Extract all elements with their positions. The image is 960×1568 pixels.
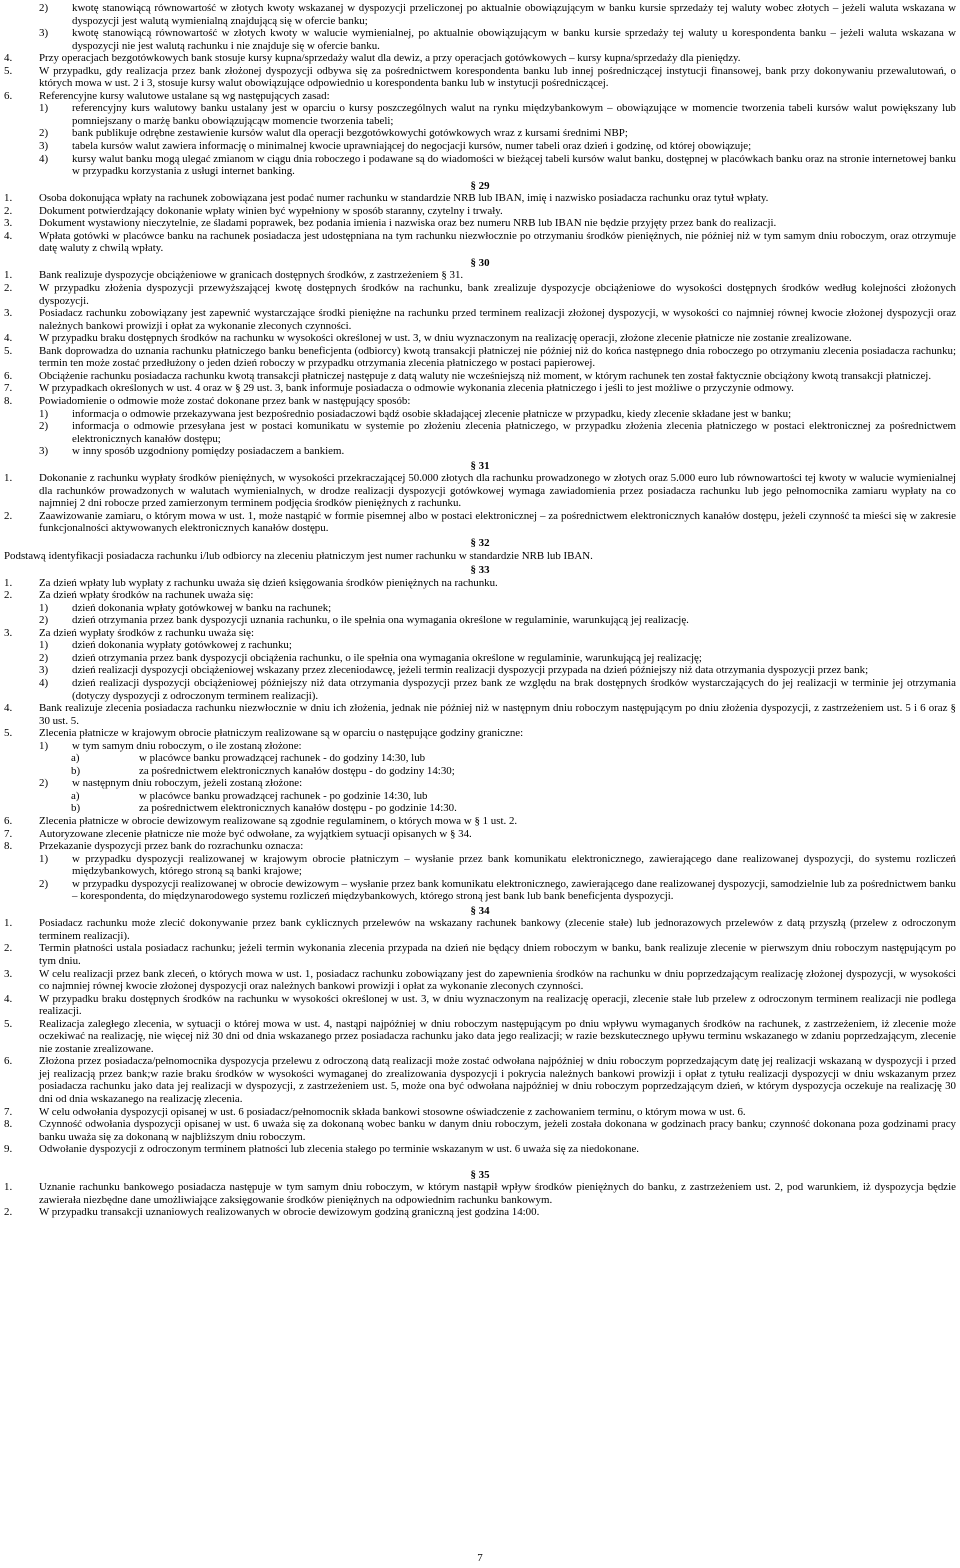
item-text: Posiadacz rachunku może zlecić dokonywanie przez bank cyklicznych przelewów na wskazany rachunek bankowy (zlecenie stałe) lub jednorazowych przelewów z datą przyszłą (przelew z odroczonym terminem realizacji).	[39, 917, 956, 942]
item-text: dzień otrzymania przez bank dyspozycji uznania rachunku, o ile spełnia ona wymagania określone w regulaminie, warunkującą jej realizację.	[72, 614, 689, 627]
item-number: 7.	[4, 382, 13, 395]
item-number: 6.	[4, 89, 13, 102]
item-text: bank publikuje odrębne zestawienie kursów walut dla operacji bezgotówkowychi gotówkowych wraz z kursami średnimi NBP;	[72, 127, 628, 140]
item-number: 3.	[4, 967, 13, 980]
item-text: dzień dokonania wypłaty gotówkowej z rachunku;	[72, 639, 292, 652]
section-heading: § 34	[470, 904, 490, 917]
item-number: 5.	[4, 727, 13, 740]
list-item	[4, 652, 956, 665]
numbered-paragraph	[4, 815, 956, 828]
item-number: 2.	[4, 204, 13, 217]
item-number: 8.	[4, 394, 13, 407]
numbered-paragraph	[4, 577, 956, 590]
item-number: 2.	[4, 282, 13, 295]
item-text: W przypadku, gdy realizacja przez bank złożonej dyspozycji odbywa się za pośrednictwem korespondenta banku lub innej pośredniczącej instytucji finansowej, bank przy dokonywaniu przewalutowań, o których mowa w ust. 2 i 3, stosuje kursy walut obowiązujące odpowiednio u korespondenta banku lub w instytucji pośredniczącej.	[39, 64, 956, 90]
item-number: 1)	[39, 102, 49, 115]
item-text: Za dzień wpłaty lub wypłaty z rachunku uważa się dzień księgowania środków pieniężnych na rachunku.	[39, 576, 498, 589]
item-number: 1)	[39, 407, 49, 420]
item-text: Obciążenie rachunku posiadacza rachunku kwotą transakcji płatniczej następuje z datą waluty nie wcześniejszą niż moment, w którym rachunek ten został faktycznie obciążony kwotą transakcji płatniczej.	[39, 369, 932, 382]
item-number: 3)	[39, 664, 49, 677]
paragraph: Podstawą identyfikacji posiadacza rachunku i/lub odbiorcy na zleceniu płatniczym jest numer rachunku w standardzie NRB lub IBAN.	[4, 549, 593, 562]
numbered-paragraph	[4, 589, 956, 602]
section-heading: § 32	[470, 536, 490, 549]
list-item	[4, 639, 956, 652]
numbered-paragraph	[4, 510, 956, 535]
item-number: 2.	[4, 942, 13, 955]
item-text: Dokument potwierdzający dokonanie wpłaty winien być wypełniony w sposób staranny, czytelny i trwały.	[39, 204, 503, 217]
item-number: 1)	[39, 601, 49, 614]
item-text: Realizacja zaległego zlecenia, w sytuacji o której mowa w ust. 4, nastąpi najpóźniej w dniu roboczym następującym po dniu wpływu wymaganych środków na rachunek, z zastrzeżeniem, iż zlecenie może oczekiwać na realizację, nie więcej niż 30 dni od dnia wskazanego przez posiadacza rachunku jako data jego realizacji; w razie bezskutecznego upływu terminu wskazanego w zdaniu poprzedzającym, zlecenie nie zostanie zrealizowane.	[39, 1017, 956, 1055]
item-text: za pośrednictwem elektronicznych kanałów dostępu - do godziny 14:30;	[139, 764, 455, 777]
numbered-paragraph	[4, 217, 956, 230]
numbered-paragraph	[4, 1206, 956, 1219]
item-text: kwotę stanowiącą równowartość w złotych kwoty wskazanej w dyspozycji przeliczonej po aktualnie obowiązującym w banku kursie sprzedaży tej waluty wobec złotych – jeżeli waluta wskazana w dyspozycji jest walutą wymienialną znajdującą się w ofercie banku;	[72, 2, 956, 27]
item-number: 2.	[4, 509, 13, 522]
numbered-paragraph	[4, 52, 956, 65]
item-number: 3)	[39, 445, 49, 458]
list-item	[4, 445, 956, 458]
item-text: za pośrednictwem elektronicznych kanałów dostępu - po godzinie 14:30.	[139, 802, 457, 815]
item-number: 7.	[4, 827, 13, 840]
list-item	[4, 408, 956, 421]
item-number: 2)	[39, 614, 49, 627]
item-text: W przypadku transakcji uznaniowych realizowanych w obrocie dewizowym godziną graniczną jest godzina 14:00.	[39, 1206, 540, 1219]
section-heading: § 31	[470, 459, 490, 472]
item-text: Złożona przez posiadacza/pełnomocnika dyspozycja przelewu z odroczoną datą realizacji może zostać odwołana najpóźniej w dniu roboczym poprzedzającym datę jej realizacji wskazaną w dyspozycji i przed jej realizacją przez bank;w razie braku środków w wysokości wymaganej do zrealizowania dyspozycji i pokrycia należnych bankowi prowizji i opłat z tytułu realizacji dyspozycji w dniu wskazanym przez posiadacza rachunku jako data jej realizacji w dyspozycji, z zastrzeżeniem ust. 5, może ona być odwołana najpóźniej w dniu roboczym poprzedzającym dzień, w którym dyspozycja oczekuje na realizację 30 dni od dnia wskazanego na realizację zlecenia.	[39, 1055, 956, 1106]
item-text: Posiadacz rachunku zobowiązany jest zapewnić wystarczające środki pieniężne na rachunku przed terminem realizacji złożonej dyspozycji, w wysokości co najmniej równej kwocie złożonej dyspozycji oraz należnych bankowi prowizji i opłat za wykonanie zleconych czynności.	[39, 307, 956, 332]
item-text: kwotę stanowiącą równowartość w złotych kwoty w walucie wymienialnej, po aktualnie obowiązującym w banku kursie sprzedaży tej waluty u korespondenta banku – jeżeli waluta wskazana w dyspozycji nie jest walutą rachunku i nie znajduje się w ofercie banku.	[72, 27, 956, 52]
numbered-paragraph	[4, 828, 956, 841]
item-number: 4.	[4, 229, 13, 242]
item-number: 2)	[39, 420, 49, 433]
item-number: 3)	[39, 140, 49, 153]
numbered-paragraph	[4, 307, 956, 332]
item-number: 4.	[4, 992, 13, 1005]
item-number: 1.	[4, 472, 13, 485]
section-heading: § 35	[470, 1168, 490, 1181]
item-text: W celu odwołania dyspozycji opisanej w ust. 6 posiadacz/pełnomocnik składa bankowi stosowne oświadczenie z zachowaniem terminu, o którym mowa w ust. 6.	[39, 1105, 746, 1118]
list-item	[4, 102, 956, 127]
numbered-paragraph	[4, 840, 956, 853]
item-text: W celu realizacji przez bank zleceń, o których mowa w ust. 1, posiadacz rachunku zobowiązany jest do zapewnienia środków na rachunku w dniu poprzedzającym realizację złożonej dyspozycji, w wysokości co najmniej równej kwocie złożonej dyspozycji oraz należnych bankowi prowizji i opłat za wykonanie zleconych czynności.	[39, 967, 956, 993]
item-number: 6.	[4, 1055, 13, 1068]
item-text: W przypadku złożenia dyspozycji przewyższającej kwotę dostępnych środków na rachunku, bank zrealizuje dyspozycje obciążeniowe do wysokości dostępnych środków według kolejności złożonych dyspozycji.	[39, 282, 956, 307]
sub-list-item	[4, 752, 956, 765]
item-number: 3.	[4, 626, 13, 639]
item-text: Za dzień wypłaty środków z rachunku uważa się:	[39, 626, 255, 639]
numbered-paragraph	[4, 192, 956, 205]
section-heading: § 33	[470, 564, 490, 577]
sub-list-item	[4, 765, 956, 778]
item-text: Zlecenia płatnicze w obrocie dewizowym realizowane są zgodnie regulaminem, o których mowa w § 1 ust. 2.	[39, 815, 518, 827]
item-number: 8.	[4, 1118, 13, 1131]
list-item	[4, 27, 956, 52]
item-number: 7.	[4, 1105, 13, 1118]
item-text: Uznanie rachunku bankowego posiadacza następuje w tym samym dniu roboczym, w którym nastąpił wpływ środków pieniężnych do banku, z zastrzeżeniem ust. 2, pod warunkiem, iż dyspozycja będzie zawierała niezbędne dane umożliwiające zaksięgowanie środków pieniężnych na odpowiednim rachunku bankowym.	[39, 1181, 956, 1206]
item-text: Za dzień wpłaty środków na rachunek uważa się:	[39, 589, 254, 602]
numbered-paragraph	[4, 627, 956, 640]
item-text: Dokument wystawiony nieczytelnie, ze śladami poprawek, bez podania imienia i nazwiska oraz bez numeru NRB lub IBAN nie będzie przyjęty przez bank do realizacji.	[39, 217, 777, 230]
item-number: 4.	[4, 332, 13, 345]
item-text: Wpłata gotówki w placówce banku na rachunek posiadacza jest udostępniana na tym rachunku niezwłocznie po otrzymaniu środków pieniężnych, nie później niż w tym samym dniu roboczym, oraz otrzymuje datę waluty z chwilą wpłaty.	[39, 229, 956, 255]
numbered-paragraph	[4, 968, 956, 993]
list-item	[4, 664, 956, 677]
item-number: 3)	[39, 27, 49, 40]
numbered-paragraph	[4, 1106, 956, 1119]
section-heading: § 29	[470, 179, 490, 192]
item-number: 9.	[4, 1143, 13, 1156]
numbered-paragraph	[4, 702, 956, 727]
sub-list-item	[4, 802, 956, 815]
numbered-paragraph	[4, 942, 956, 967]
numbered-paragraph	[4, 269, 956, 282]
item-text: W przypadkach określonych w ust. 4 oraz w § 29 ust. 3, bank informuje posiadacza o odmowie wykonania zlecenia płatniczego i jeśli to jest możliwe o przyczynie odmowy.	[39, 382, 794, 395]
numbered-paragraph	[4, 65, 956, 90]
item-number: 5.	[4, 64, 13, 77]
document-body	[4, 2, 956, 1219]
item-number: a)	[71, 752, 80, 765]
item-text: Termin płatności ustala posiadacz rachunku; jeżeli termin wykonania zlecenia przypada na dzień nie będący dniem roboczym w banku, bank realizuje zlecenie w pierwszym dniu roboczym następującym po tym dniu.	[39, 942, 956, 968]
list-item	[4, 2, 956, 27]
item-text: dzień realizacji dyspozycji obciążeniowej wskazany przez zleceniodawcę, jeżeli termin realizacji dyspozycji przypada na dzień późniejszy niż data otrzymania dyspozycji przez bank;	[72, 664, 869, 677]
item-number: b)	[71, 764, 81, 777]
list-item	[4, 140, 956, 153]
list-item	[4, 420, 956, 445]
item-text: Odwołanie dyspozycji z odroczonym terminem płatności lub zlecenia stałego po terminie wskazanym w ust. 6 uważa się za niedokonane.	[39, 1143, 640, 1156]
item-number: 4)	[39, 152, 49, 165]
item-text: Czynność odwołania dyspozycji opisanej w ust. 6 uważa się za dokonaną wobec banku w danym dniu roboczym, jeżeli została dokonana w godzinach pracy banku; czynność dokonana poza godzinami pracy banku uważa się za dokonaną w najbliższym dniu roboczym.	[39, 1118, 956, 1143]
item-text: informacja o odmowie przesyłana jest w postaci komunikatu w systemie po złożeniu zlecenia płatniczego, w przypadku złożenia zlecenia płatniczego w postaci elektronicznej za pośrednictwem elektronicznych kanałów dostępu;	[72, 420, 956, 445]
item-text: w przypadku dyspozycji realizowanej w krajowym obrocie płatniczym – wysłanie przez bank komunikatu elektronicznego, zawierającego dane realizowanej dyspozycji, do systemu rozliczeń międzybankowych, którego stroną są banki krajowe;	[72, 852, 956, 878]
item-text: dzień realizacji dyspozycji obciążeniowej późniejszy niż data otrzymania dyspozycji przez bank ze względu na brak dostępnych środków wystarczających do jej realizacji w terminie jej otrzymania (dotyczy dyspozycji z odroczonym terminem realizacji).	[72, 676, 956, 702]
item-text: Referencyjne kursy walutowe ustalane są wg następujących zasad:	[39, 89, 330, 102]
item-number: b)	[71, 802, 81, 815]
item-number: 1.	[4, 917, 13, 930]
item-text: w tym samym dniu roboczym, o ile zostaną złożone:	[72, 739, 302, 752]
item-text: Powiadomienie o odmowie może zostać dokonane przez bank w następujący sposób:	[39, 394, 411, 407]
numbered-paragraph	[4, 90, 956, 103]
section-heading: § 30	[470, 256, 490, 269]
sub-list-item	[4, 790, 956, 803]
list-item	[4, 127, 956, 140]
item-number: 1.	[4, 192, 13, 205]
item-number: 5.	[4, 1017, 13, 1030]
numbered-paragraph	[4, 332, 956, 345]
list-item	[4, 740, 956, 753]
numbered-paragraph	[4, 993, 956, 1018]
item-number: 6.	[4, 369, 13, 382]
item-number: 1)	[39, 852, 49, 865]
list-item	[4, 777, 956, 790]
numbered-paragraph	[4, 1055, 956, 1105]
item-text: w placówce banku prowadzącej rachunek - po godzinie 14:30, lub	[139, 789, 428, 802]
numbered-paragraph	[4, 1118, 956, 1143]
item-text: Autoryzowane zlecenie płatnicze nie może być odwołane, za wyjątkiem sytuacji opisanych w § 34.	[39, 827, 472, 840]
numbered-paragraph	[4, 205, 956, 218]
numbered-paragraph	[4, 1143, 956, 1156]
item-number: 2)	[39, 127, 49, 140]
item-text: informacja o odmowie przekazywana jest bezpośrednio posiadaczowi bądź osobie składającej zlecenie płatnicze w przypadku, kiedy zlecenie składane jest w banku;	[72, 407, 792, 420]
list-item	[4, 614, 956, 627]
item-text: kursy walut banku mogą ulegać zmianom w ciągu dnia roboczego i podawane są do wiadomości w bieżącej tabeli kursów walut banku, dostępnej w placówkach banku oraz na stronie internetowej banku w przypadku korzystania z usługi internet banking.	[72, 152, 956, 178]
item-number: 4.	[4, 702, 13, 715]
numbered-paragraph	[4, 1181, 956, 1206]
item-number: 1.	[4, 269, 13, 282]
item-text: Zaawizowanie zamiaru, o którym mowa w ust. 1, może nastąpić w formie pisemnej albo w postaci elektronicznej – za pośrednictwem elektronicznych kanałów dostępu, jeżeli czynność ta mieści się w zakresie funkcjonalności aktywowanych elektronicznych kanałów dostępu.	[39, 509, 956, 535]
item-number: 2)	[39, 2, 49, 14]
item-number: 4.	[4, 52, 13, 65]
item-text: W przypadku braku dostępnych środków na rachunku w wysokości określonej w ust. 3, w dniu wyznaczonym na realizację operacji, złożone zlecenie płatnicze nie zostanie zrealizowane.	[39, 332, 852, 345]
item-text: W przypadku braku dostępnych środków na rachunku w wysokości określonej w ust. 3, w dniu wyznaczonym na realizację operacji, zlecenie stałe lub przelew z odroczonym terminem realizacji nie podlega realizacji.	[39, 992, 956, 1018]
item-number: 2.	[4, 1206, 13, 1219]
item-number: 3.	[4, 217, 13, 230]
item-text: Bank realizuje dyspozycje obciążeniowe w granicach dostępnych środków, z zastrzeżeniem § 31.	[39, 269, 464, 282]
item-number: 1)	[39, 639, 49, 652]
list-item	[4, 602, 956, 615]
list-item	[4, 878, 956, 903]
item-text: w przypadku dyspozycji realizowanej w obrocie dewizowym – wysłanie przez bank komunikatu elektronicznego, zawierającego dane realizowanej dyspozycji, samodzielnie lub za pośrednictwem banku – korespondenta, do międzynarodowego systemu rozliczeń międzybankowych, którego stroną jest bank lub bank beneficjenta dyspozycji.	[72, 877, 956, 903]
item-text: tabela kursów walut zawiera informację o minimalnej kwocie uprawniającej do negocjacji kursów, numer tabeli oraz dzień i godzinę, od której obowiązuje;	[72, 140, 752, 153]
numbered-paragraph	[4, 382, 956, 395]
numbered-paragraph	[4, 370, 956, 383]
item-number: 5.	[4, 344, 13, 357]
item-text: dzień dokonania wpłaty gotówkowej w banku na rachunek;	[72, 601, 332, 614]
item-number: 2.	[4, 589, 13, 602]
item-text: w inny sposób uzgodniony pomiędzy posiadaczem a bankiem.	[72, 445, 345, 458]
list-item	[4, 153, 956, 178]
item-number: 2)	[39, 777, 49, 790]
numbered-paragraph	[4, 1018, 956, 1056]
item-text: w placówce banku prowadzącej rachunek - do godziny 14:30, lub	[139, 752, 426, 765]
item-text: dzień otrzymania przez bank dyspozycji obciążenia rachunku, o ile spełnia ona wymagania określone w regulaminie, warunkującą jej realizację;	[72, 651, 702, 664]
numbered-paragraph	[4, 917, 956, 942]
item-text: Bank doprowadza do uznania rachunku płatniczego banku beneficjenta (odbiorcy) kwotą transakcji płatniczej nie później niż do końca następnego dnia roboczego po otrzymaniu zlecenia posiadacza rachunku; termin ten może zostać przedłużony o jeden dzień roboczy w przypadku otrzymania zlecenia płatniczego w postaci papierowej.	[39, 344, 956, 370]
item-number: 1.	[4, 1181, 13, 1194]
numbered-paragraph	[4, 230, 956, 255]
list-item	[4, 677, 956, 702]
item-text: Dokonanie z rachunku wypłaty środków pieniężnych, w wysokości przekraczającej 50.000 złotych dla rachunku prowadzonego w złotych oraz 5.000 euro lub równowartości tej kwoty w walucie wymienialnej dla rachunków prowadzonych w walutach wymienialnych, w drodze realizacji dyspozycji gotówkowej wymaga zawiadomienia przez posiadacza rachunku lub jego pełnomocnika zamiaru wypłaty na co najmniej 2 dni robocze przed zamierzonym terminem podjęcia środków pieniężnych z rachunku.	[39, 472, 956, 510]
page-number: 7	[477, 1552, 483, 1564]
item-number: 6.	[4, 815, 13, 827]
item-number: 8.	[4, 840, 13, 853]
item-number: 2)	[39, 651, 49, 664]
item-text: Bank realizuje zlecenia posiadacza rachunku niezwłocznie w dniu ich złożenia, jednak nie później niż w następnym dniu roboczym następującym po dniu złożenia dyspozycji, z zastrzeżeniem ust. 5 i 6 oraz § 30 ust. 5.	[39, 702, 956, 727]
numbered-paragraph	[4, 727, 956, 740]
numbered-paragraph	[4, 282, 956, 307]
item-number: 2)	[39, 877, 49, 890]
numbered-paragraph	[4, 395, 956, 408]
item-number: a)	[71, 789, 80, 802]
item-number: 4)	[39, 676, 49, 689]
item-text: referencyjny kurs walutowy banku ustalany jest w oparciu o kursy poszczególnych walut na rynku międzybankowym – obowiązujące w momencie tworzenia tabeli kursów walut powiększany lub pomniejszany o marżę banku obowiązującąw momencie tworzenia tabeli;	[72, 102, 956, 127]
item-number: 1.	[4, 576, 13, 589]
item-text: w następnym dniu roboczym, jeżeli zostaną złożone:	[72, 777, 303, 790]
item-text: Przekazanie dyspozycji przez bank do rozrachunku oznacza:	[39, 840, 304, 853]
numbered-paragraph	[4, 472, 956, 510]
item-text: Przy operacjach bezgotówkowych bank stosuje kursy kupna/sprzedaży walut dla dewiz, a przy operacjach gotówkowych – kursy kupna/sprzedaży dla pieniędzy.	[39, 52, 741, 65]
item-number: 1)	[39, 739, 49, 752]
item-text: Osoba dokonująca wpłaty na rachunek zobowiązana jest podać numer rachunku w standardzie NRB lub IBAN, imię i nazwisko posiadacza rachunku oraz tytuł wpłaty.	[39, 192, 769, 205]
list-item	[4, 853, 956, 878]
item-text: Zlecenia płatnicze w krajowym obrocie płatniczym realizowane są w oparciu o następujące godziny graniczne:	[39, 727, 524, 740]
numbered-paragraph	[4, 345, 956, 370]
item-number: 3.	[4, 307, 13, 320]
